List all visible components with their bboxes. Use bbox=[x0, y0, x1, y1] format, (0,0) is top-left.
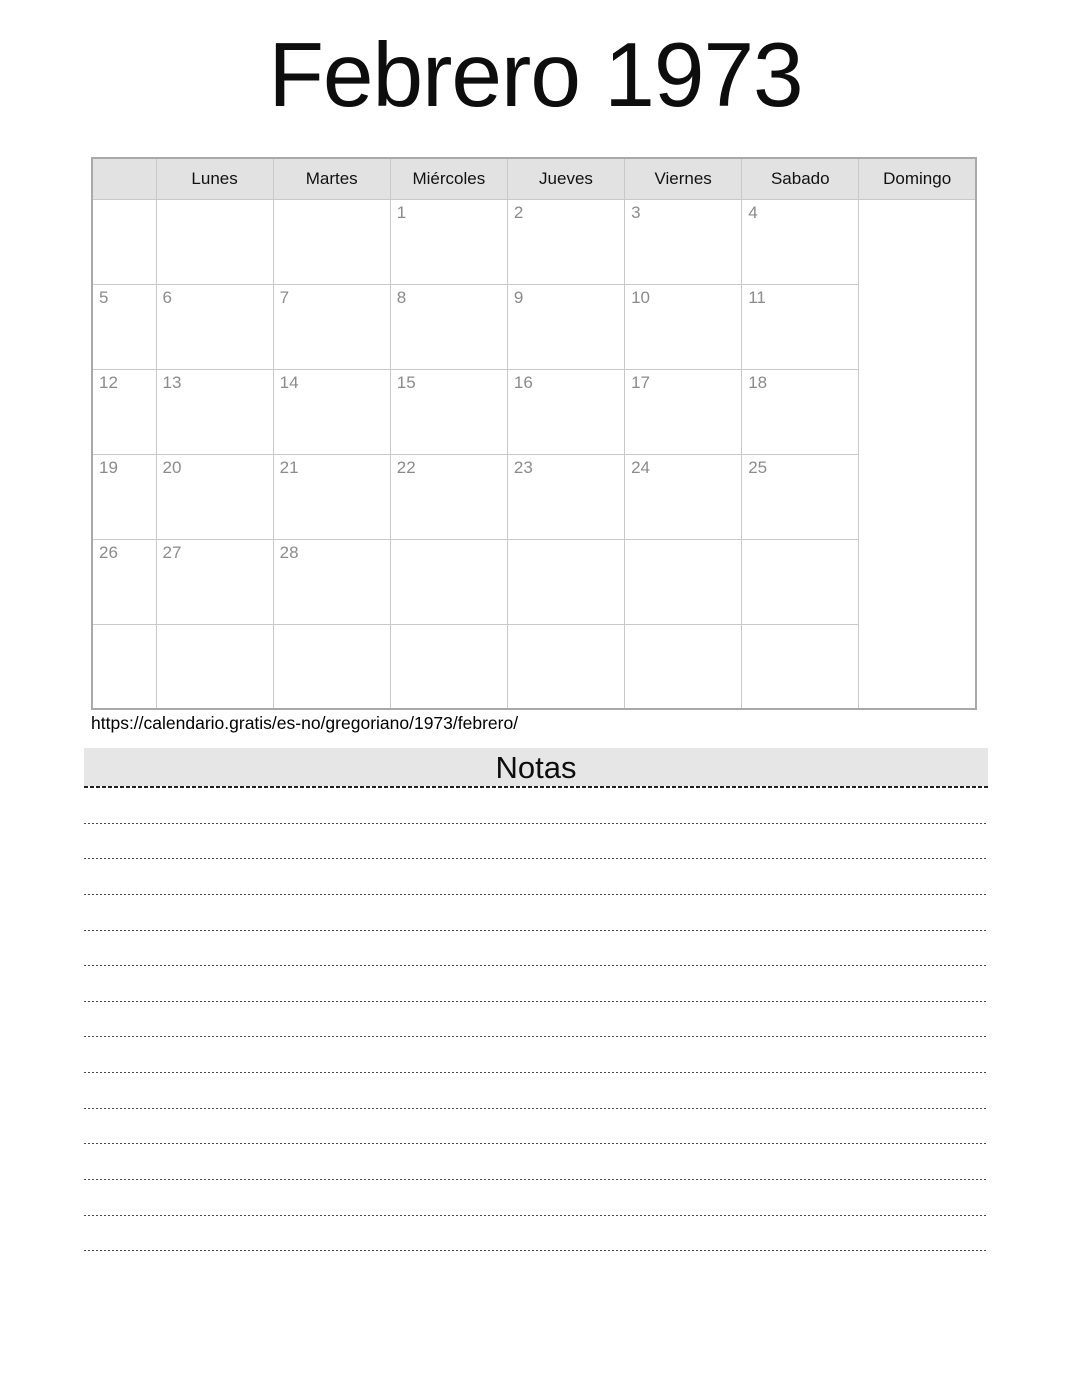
day-cell: 19 bbox=[92, 454, 156, 539]
day-cell: 8 bbox=[390, 284, 507, 369]
weekday-header-miercoles: Miércoles bbox=[390, 158, 507, 199]
day-cell: 13 bbox=[156, 369, 273, 454]
note-ruled-line bbox=[84, 859, 988, 895]
day-cell-empty bbox=[92, 199, 156, 284]
notes-ruled-area bbox=[84, 788, 988, 1251]
day-cell-empty bbox=[625, 624, 742, 709]
note-ruled-line bbox=[84, 1180, 988, 1216]
notes-header bbox=[84, 748, 988, 786]
day-cell: 17 bbox=[625, 369, 742, 454]
day-cell-empty bbox=[625, 539, 742, 624]
note-ruled-line bbox=[84, 966, 988, 1002]
calendar-table bbox=[91, 157, 977, 710]
day-cell: 12 bbox=[92, 369, 156, 454]
calendar-week-row bbox=[92, 369, 976, 454]
day-cell-empty bbox=[156, 199, 273, 284]
day-cell: 3 bbox=[625, 199, 742, 284]
weekday-header-sabado: Sabado bbox=[742, 158, 859, 199]
calendar-week-row bbox=[92, 624, 976, 709]
day-cell-empty bbox=[742, 624, 859, 709]
day-cell: 26 bbox=[92, 539, 156, 624]
day-cell: 25 bbox=[742, 454, 859, 539]
day-cell: 20 bbox=[156, 454, 273, 539]
calendar-left-gutter bbox=[92, 158, 156, 199]
note-ruled-line bbox=[84, 1037, 988, 1073]
day-cell: 15 bbox=[390, 369, 507, 454]
day-cell-empty bbox=[92, 624, 156, 709]
note-ruled-line bbox=[84, 1109, 988, 1145]
weekday-header-row bbox=[92, 158, 976, 199]
calendar-week-row bbox=[92, 284, 976, 369]
day-cell: 10 bbox=[625, 284, 742, 369]
day-cell: 1 bbox=[390, 199, 507, 284]
note-ruled-line bbox=[84, 824, 988, 860]
day-cell: 14 bbox=[273, 369, 390, 454]
day-cell-empty bbox=[390, 539, 507, 624]
day-cell-empty bbox=[507, 539, 624, 624]
note-ruled-line bbox=[84, 931, 988, 967]
day-cell-empty bbox=[507, 624, 624, 709]
weekday-header-lunes: Lunes bbox=[156, 158, 273, 199]
note-ruled-line bbox=[84, 895, 988, 931]
note-ruled-line bbox=[84, 788, 988, 824]
day-cell-empty bbox=[742, 539, 859, 624]
day-cell: 2 bbox=[507, 199, 624, 284]
day-cell: 4 bbox=[742, 199, 859, 284]
weekday-header-martes: Martes bbox=[273, 158, 390, 199]
note-ruled-line bbox=[84, 1002, 988, 1038]
day-cell: 9 bbox=[507, 284, 624, 369]
day-cell-empty bbox=[390, 624, 507, 709]
note-ruled-line bbox=[84, 1216, 988, 1252]
source-url: https://calendario.gratis/es-no/gregoriano/1973/febrero/ bbox=[91, 713, 519, 733]
day-cell-empty bbox=[273, 624, 390, 709]
day-cell: 7 bbox=[273, 284, 390, 369]
day-cell: 16 bbox=[507, 369, 624, 454]
calendar-week-row bbox=[92, 199, 976, 284]
day-cell: 11 bbox=[742, 284, 859, 369]
day-cell: 28 bbox=[273, 539, 390, 624]
day-cell: 24 bbox=[625, 454, 742, 539]
day-cell: 6 bbox=[156, 284, 273, 369]
calendar-week-row bbox=[92, 539, 976, 624]
day-cell-empty bbox=[273, 199, 390, 284]
note-ruled-line bbox=[84, 1144, 988, 1180]
weekday-header-viernes: Viernes bbox=[625, 158, 742, 199]
day-cell: 5 bbox=[92, 284, 156, 369]
day-cell: 22 bbox=[390, 454, 507, 539]
note-ruled-line bbox=[84, 1073, 988, 1109]
day-cell: 21 bbox=[273, 454, 390, 539]
day-cell-empty bbox=[156, 624, 273, 709]
day-cell: 18 bbox=[742, 369, 859, 454]
notes-title: Notas bbox=[495, 749, 577, 785]
weekday-header-domingo: Domingo bbox=[859, 158, 976, 199]
day-cell: 23 bbox=[507, 454, 624, 539]
day-cell: 27 bbox=[156, 539, 273, 624]
page-title: Febrero 1973 bbox=[268, 25, 803, 126]
weekday-header-jueves: Jueves bbox=[507, 158, 624, 199]
calendar-week-row bbox=[92, 454, 976, 539]
